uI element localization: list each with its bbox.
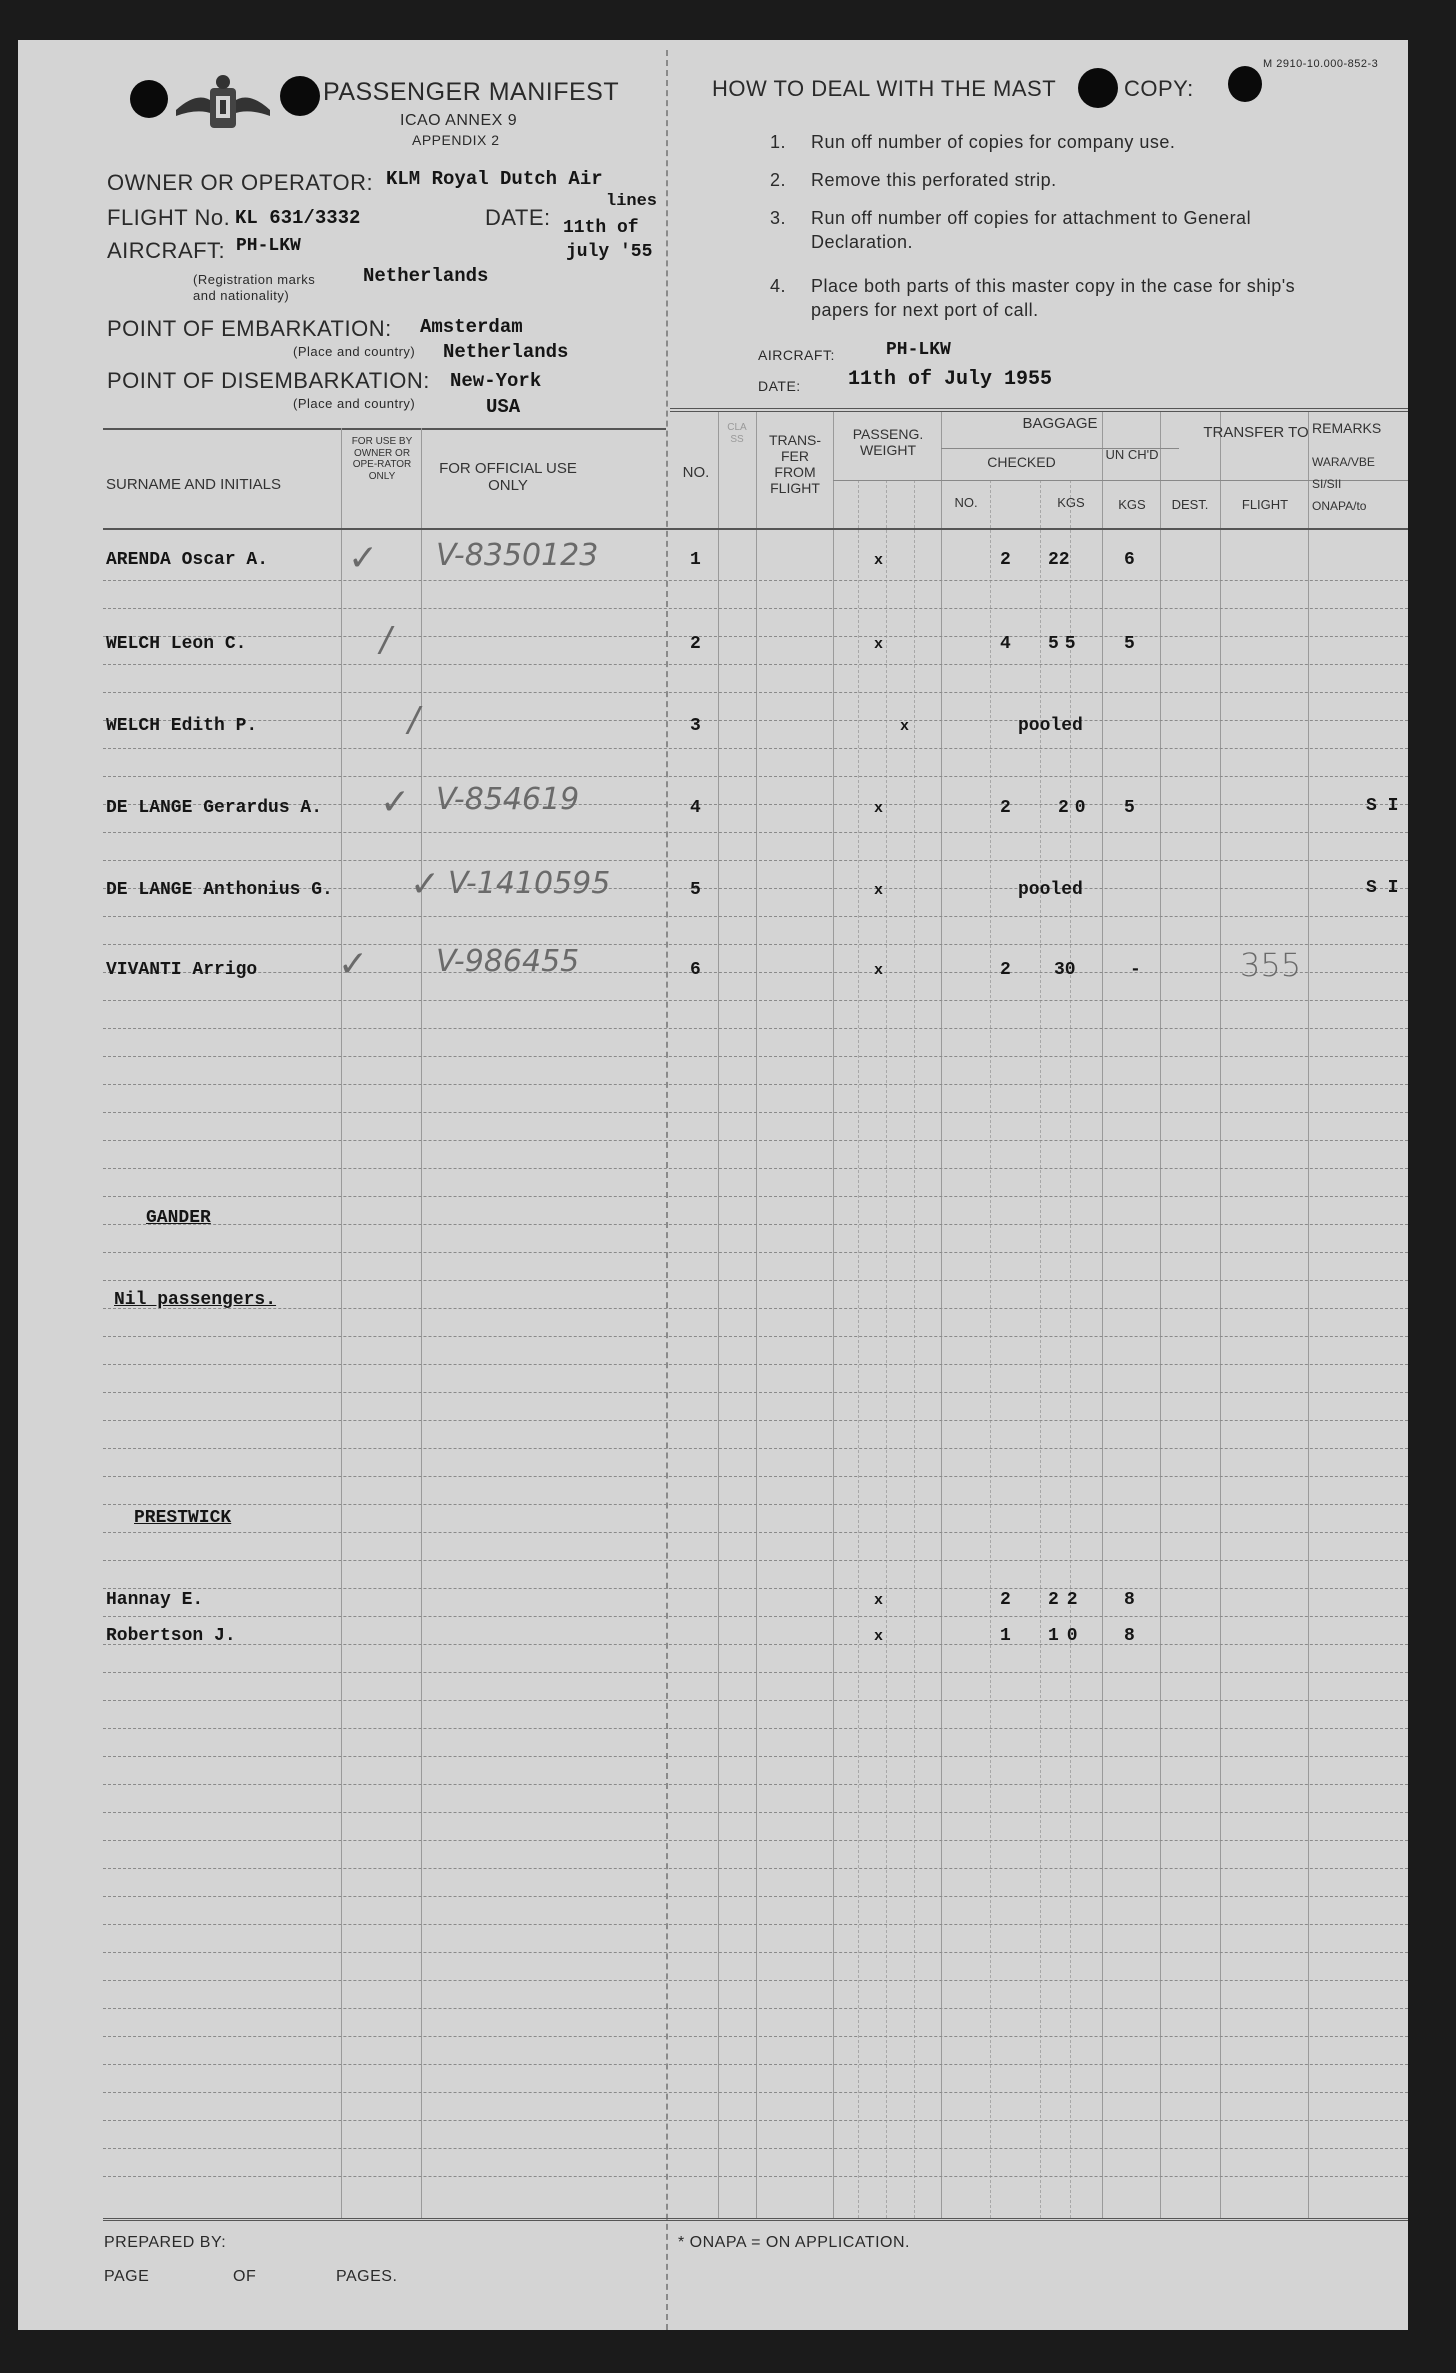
ruled-line <box>103 1504 1408 1505</box>
embarkation-note: (Place and country) <box>293 344 416 359</box>
owner-check-mark: ✓ <box>338 944 369 985</box>
col-header-remarks-sub2: SI/SII <box>1312 477 1342 491</box>
ruled-line <box>103 1140 1408 1141</box>
ruled-line <box>103 944 1408 945</box>
ruled-line <box>103 1056 1408 1057</box>
redaction-blot <box>280 76 320 116</box>
passenger-number: 3 <box>690 716 701 736</box>
instruction-3-text-cont: Declaration. <box>811 232 914 252</box>
col-divider <box>341 428 342 2218</box>
official-visa-number: V-8350123 <box>436 538 599 573</box>
owner-check-mark: / <box>380 620 392 660</box>
passenger-number: 1 <box>690 550 701 570</box>
ruled-line <box>103 608 1408 609</box>
aircraft-value: PH-LKW <box>236 236 301 256</box>
ruled-line <box>103 1196 1408 1197</box>
redaction-blot <box>130 80 168 118</box>
ruled-line <box>103 1952 1408 1953</box>
appendix: APPENDIX 2 <box>412 132 500 148</box>
ruled-line <box>103 1028 1408 1029</box>
table-top-border <box>670 408 1408 412</box>
instruction-3-num: 3. <box>770 208 787 228</box>
disembarkation-value: New-York <box>450 370 542 392</box>
passenger-name: DE LANGE Anthonius G. <box>106 880 333 900</box>
ruled-line <box>103 1756 1408 1757</box>
owner-check-mark: ✓ <box>380 782 411 823</box>
col-header-dest: DEST. <box>1171 497 1209 512</box>
weight-mark: x <box>874 1628 884 1645</box>
col-header-remarks-sub1: WARA/VBE <box>1312 455 1375 469</box>
header-bottom-border <box>103 528 1408 530</box>
ruled-line <box>103 692 1408 693</box>
redaction-blot <box>1078 68 1118 108</box>
col-divider <box>756 412 757 2218</box>
ruled-line <box>103 1700 1408 1701</box>
ruled-line <box>103 1476 1408 1477</box>
nationality-value: Netherlands <box>363 265 489 287</box>
embarkation-country: Netherlands <box>443 341 569 363</box>
bag-count: 2 <box>1000 960 1011 980</box>
ruled-line <box>103 1112 1408 1113</box>
right-date-label: DATE: <box>758 378 801 394</box>
passenger-name: DE LANGE Gerardus A. <box>106 798 323 818</box>
official-visa-number: V-854619 <box>436 782 580 817</box>
registration-note: (Registration marks <box>193 272 316 287</box>
col-divider <box>718 412 719 2218</box>
ruled-line <box>103 2120 1408 2121</box>
ruled-line <box>103 1728 1408 1729</box>
col-header-checked-no: NO. <box>954 495 978 510</box>
ruled-line <box>103 1672 1408 1673</box>
bag-count: 4 <box>1000 634 1011 654</box>
weight-mark: x <box>874 800 884 817</box>
pages-label: PAGES. <box>336 2268 398 2285</box>
ruled-line <box>103 1224 1408 1225</box>
date-value: 11th of <box>563 218 639 238</box>
col-divider <box>1160 412 1161 2218</box>
col-header-checked: CHECKED <box>987 454 1056 470</box>
registration-note-cont: and nationality) <box>193 288 290 303</box>
col-header-transfer-to: TRANSFER TO <box>1203 424 1309 441</box>
bag-kgs: 22 <box>1048 1590 1086 1610</box>
col-header-surname: SURNAME AND INITIALS <box>106 476 282 493</box>
official-visa-number: V-1410595 <box>448 866 611 901</box>
owner-check-mark: ✓ <box>410 864 441 905</box>
bag-kgs: 30 <box>1054 960 1076 980</box>
col-divider <box>421 428 422 2218</box>
ruled-line <box>103 1336 1408 1337</box>
instruction-4-num: 4. <box>770 276 787 296</box>
remark-value: S I <box>1366 878 1399 898</box>
ruled-line <box>103 1448 1408 1449</box>
owner-value: KLM Royal Dutch Air <box>386 168 603 190</box>
transfer-flight: 355 <box>1240 946 1302 984</box>
ruled-line <box>103 1840 1408 1841</box>
instruction-4-text: Place both parts of this master copy in the case for ship's <box>811 276 1296 296</box>
bag-kgs: 55 <box>1048 634 1082 654</box>
col-header-unchecked: UN CH'D <box>1105 447 1159 462</box>
passenger-name: WELCH Leon C. <box>106 634 247 654</box>
table-bottom-border <box>103 2218 1408 2221</box>
col-divider <box>1220 412 1221 2218</box>
ruled-line <box>103 2148 1408 2149</box>
ruled-line <box>103 1168 1408 1169</box>
col-header-transfer-from: TRANS-FER FROM FLIGHT <box>768 432 822 497</box>
passenger-name: Robertson J. <box>106 1626 236 1646</box>
passenger-number: 4 <box>690 798 701 818</box>
col-header-remarks: REMARKS <box>1312 420 1382 436</box>
col-header-remarks-sub3: ONAPA/to <box>1312 499 1367 513</box>
ruled-line <box>103 2176 1408 2177</box>
ruled-line <box>103 2092 1408 2093</box>
passenger-name: Hannay E. <box>106 1590 204 1610</box>
ruled-line <box>103 1812 1408 1813</box>
unchecked-kgs: 8 <box>1124 1626 1135 1646</box>
col-divider <box>833 412 834 2218</box>
instruction-2-text: Remove this perforated strip. <box>811 170 1057 190</box>
bag-kgs: 22 <box>1048 550 1070 570</box>
icao-annex: ICAO ANNEX 9 <box>400 112 518 129</box>
disembarkation-label: POINT OF DISEMBARKATION: <box>107 368 430 393</box>
bag-kgs-pooled: pooled <box>1018 880 1083 900</box>
prepared-by-label: PREPARED BY: <box>104 2234 227 2251</box>
embarkation-value: Amsterdam <box>420 316 523 338</box>
passenger-number: 5 <box>690 880 701 900</box>
owner-check-mark: / <box>408 700 420 740</box>
col-header-class: CLASS <box>727 422 747 445</box>
flight-label: FLIGHT No. <box>107 205 231 230</box>
official-visa-number: V-986455 <box>436 944 580 979</box>
ruled-line <box>103 720 1408 721</box>
ruled-line <box>103 1364 1408 1365</box>
instructions-title-part1: HOW TO DEAL WITH THE MAST <box>712 76 1057 101</box>
ruled-line <box>103 2036 1408 2037</box>
instruction-4-text-cont: papers for next port of call. <box>811 300 1039 320</box>
date-value-cont: july '55 <box>566 242 653 262</box>
ruled-line <box>103 1084 1408 1085</box>
ruled-line <box>103 664 1408 665</box>
col-divider <box>941 412 942 2218</box>
embarkation-label: POINT OF EMBARKATION: <box>107 316 392 341</box>
flight-number: KL 631/3332 <box>235 207 361 229</box>
weight-mark: x <box>900 718 910 735</box>
form-code: M 2910-10.000-852-3 <box>1263 58 1379 70</box>
bag-kgs: 20 <box>1058 798 1092 818</box>
bag-count: 2 <box>1000 1590 1011 1610</box>
passenger-name: VIVANTI Arrigo <box>106 960 258 980</box>
of-label: OF <box>233 2268 257 2285</box>
section-note-gander: Nil passengers. <box>114 1290 277 1310</box>
ruled-line <box>103 1252 1408 1253</box>
instructions-title-part2: COPY: <box>1124 76 1194 101</box>
col-subdivider <box>1040 480 1041 2218</box>
bag-kgs-pooled: pooled <box>1018 716 1083 736</box>
instruction-1-text: Run off number of copies for company use. <box>811 132 1176 152</box>
right-aircraft-label: AIRCRAFT: <box>758 347 835 363</box>
disembarkation-note: (Place and country) <box>293 396 416 411</box>
section-heading-prestwick: PRESTWICK <box>134 1508 232 1528</box>
col-header-official: FOR OFFICIAL USE ONLY <box>439 460 577 495</box>
col-header-weight: PASSENG. WEIGHT <box>852 426 924 459</box>
ruled-line <box>103 916 1408 917</box>
aircraft-label: AIRCRAFT: <box>107 238 226 263</box>
unchecked-kgs: 8 <box>1124 1590 1135 1610</box>
passenger-name: ARENDA Oscar A. <box>106 550 269 570</box>
ruled-line <box>103 1616 1408 1617</box>
bag-kgs: 10 <box>1048 1626 1086 1646</box>
ruled-line <box>103 2008 1408 2009</box>
ruled-line <box>103 1392 1408 1393</box>
ruled-line <box>103 1980 1408 1981</box>
instruction-1-num: 1. <box>770 132 787 152</box>
unchecked-kgs: 5 <box>1124 634 1135 654</box>
instruction-3-text: Run off number off copies for attachment to General <box>811 208 1252 228</box>
ruled-line <box>103 1280 1408 1281</box>
ruled-line <box>103 748 1408 749</box>
owner-value-cont: lines <box>606 192 658 211</box>
unchecked-kgs: - <box>1130 960 1141 980</box>
table-top-border-left <box>103 428 666 430</box>
passenger-number: 6 <box>690 960 701 980</box>
ruled-line <box>103 1924 1408 1925</box>
owner-label: OWNER OR OPERATOR: <box>107 170 374 195</box>
ruled-line <box>103 1532 1408 1533</box>
ruled-line <box>103 776 1408 777</box>
col-header-unchecked-kgs: KGS <box>1118 497 1146 512</box>
col-header-no: NO. <box>682 464 710 481</box>
col-header-baggage: BAGGAGE <box>1022 415 1098 432</box>
col-subdivider <box>886 480 887 2218</box>
col-subdivider <box>858 480 859 2218</box>
weight-mark: x <box>874 1592 884 1609</box>
ruled-line <box>103 1420 1408 1421</box>
col-subdivider <box>914 480 915 2218</box>
ruled-line <box>103 860 1408 861</box>
onapa-note: * ONAPA = ON APPLICATION. <box>678 2234 910 2251</box>
col-subdivider <box>990 480 991 2218</box>
right-aircraft-value: PH-LKW <box>886 340 951 360</box>
bag-count: 2 <box>1000 798 1011 818</box>
ruled-line <box>103 1000 1408 1001</box>
passenger-name: WELCH Edith P. <box>106 716 258 736</box>
col-divider <box>1102 412 1103 2218</box>
weight-mark: x <box>874 882 884 899</box>
perforation-line <box>666 50 668 2330</box>
col-header-owner: FOR USE BY OWNER OR OPE-RATOR ONLY <box>351 436 413 482</box>
unchecked-kgs: 5 <box>1124 798 1135 818</box>
manifest-title: PASSENGER MANIFEST <box>323 78 620 106</box>
bag-count: 1 <box>1000 1626 1011 1646</box>
section-heading-gander: GANDER <box>146 1208 211 1228</box>
disembarkation-country: USA <box>486 396 521 418</box>
remark-value: S I <box>1366 796 1399 816</box>
col-header-checked-kgs: KGS <box>1057 495 1085 510</box>
ruled-line <box>103 972 1408 973</box>
ruled-line <box>103 1560 1408 1561</box>
ruled-line <box>103 1644 1408 1645</box>
ruled-line <box>103 1588 1408 1589</box>
right-date-value: 11th of July 1955 <box>848 368 1053 391</box>
page-label: PAGE <box>104 2268 150 2285</box>
col-header-flight: FLIGHT <box>1241 497 1289 512</box>
owner-check-mark: ✓ <box>348 538 379 579</box>
instruction-2-num: 2. <box>770 170 787 190</box>
ruled-line <box>103 580 1408 581</box>
weight-mark: x <box>874 636 884 653</box>
bag-count: 2 <box>1000 550 1011 570</box>
ruled-line <box>103 832 1408 833</box>
ruled-line <box>103 1308 1408 1309</box>
ruled-line <box>103 2064 1408 2065</box>
weight-mark: x <box>874 962 884 979</box>
unchecked-kgs: 6 <box>1124 550 1135 570</box>
date-label: DATE: <box>485 205 551 230</box>
manifest-sheet <box>18 40 1408 2330</box>
ruled-line <box>103 1868 1408 1869</box>
ruled-line <box>103 636 1408 637</box>
col-subdivider <box>1070 480 1071 2218</box>
ruled-line <box>103 1896 1408 1897</box>
klm-crest-icon <box>168 70 278 140</box>
weight-mark: x <box>874 552 884 569</box>
ruled-line <box>103 1784 1408 1785</box>
col-divider <box>1308 412 1309 2218</box>
passenger-number: 2 <box>690 634 701 654</box>
redaction-blot <box>1228 66 1262 102</box>
